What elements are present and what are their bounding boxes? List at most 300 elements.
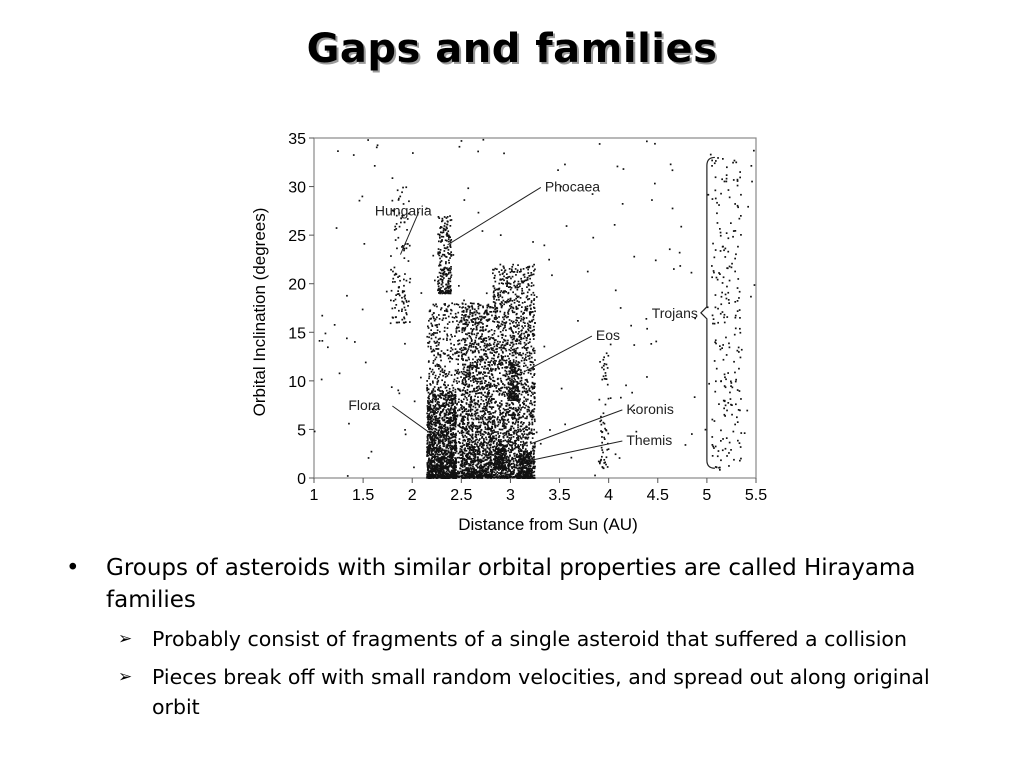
data-point — [467, 477, 469, 479]
data-point — [442, 474, 444, 476]
data-point — [494, 351, 496, 353]
data-point — [432, 391, 434, 393]
data-point — [511, 304, 513, 306]
data-point — [468, 359, 470, 361]
data-point — [450, 276, 452, 278]
data-point — [479, 443, 481, 445]
data-point — [519, 411, 521, 413]
data-point — [463, 464, 465, 466]
data-point — [528, 298, 530, 300]
data-point — [433, 355, 435, 357]
data-point — [452, 409, 454, 411]
data-point — [434, 406, 436, 408]
data-point — [481, 399, 483, 401]
data-point — [528, 324, 530, 326]
data-point — [469, 370, 471, 372]
data-point — [460, 376, 462, 378]
data-point — [493, 421, 495, 423]
data-point — [520, 337, 522, 339]
data-point — [508, 456, 510, 458]
data-point — [476, 381, 478, 383]
data-point — [490, 422, 492, 424]
data-point — [487, 368, 489, 370]
data-point — [524, 362, 526, 364]
data-point — [468, 452, 470, 454]
data-point — [532, 423, 534, 425]
data-point — [409, 278, 411, 280]
data-point — [514, 464, 516, 466]
data-point — [454, 412, 456, 414]
data-point — [520, 338, 522, 340]
data-point — [517, 377, 519, 379]
data-point — [524, 388, 526, 390]
data-point — [465, 364, 467, 366]
data-point — [447, 349, 449, 351]
data-point — [494, 342, 496, 344]
data-point — [435, 401, 437, 403]
data-point — [434, 386, 436, 388]
data-point — [442, 290, 444, 292]
data-point — [511, 269, 513, 271]
data-point — [472, 379, 474, 381]
data-point — [431, 334, 433, 336]
data-point — [444, 384, 446, 386]
data-point — [494, 318, 496, 320]
data-point — [435, 399, 437, 401]
data-point — [475, 319, 477, 321]
data-point — [512, 307, 514, 309]
data-point — [531, 300, 533, 302]
data-point — [447, 335, 449, 337]
data-point — [501, 334, 503, 336]
data-point — [525, 437, 527, 439]
data-point — [447, 292, 449, 294]
data-point — [528, 285, 530, 287]
data-point — [526, 352, 528, 354]
data-point — [466, 459, 468, 461]
data-point — [432, 402, 434, 404]
data-point — [518, 409, 520, 411]
data-point — [518, 414, 520, 416]
data-point — [441, 350, 443, 352]
data-point — [468, 357, 470, 359]
data-point — [439, 374, 441, 376]
data-point — [459, 423, 461, 425]
data-point — [440, 275, 442, 277]
data-point — [516, 339, 518, 341]
data-point — [516, 454, 518, 456]
data-point — [434, 424, 436, 426]
data-point — [477, 426, 479, 428]
data-point — [489, 433, 491, 435]
data-point — [443, 442, 445, 444]
data-point — [507, 340, 509, 342]
data-point — [428, 342, 430, 344]
data-point — [437, 233, 439, 235]
data-point — [449, 270, 451, 272]
data-point — [521, 318, 523, 320]
data-point — [450, 313, 452, 315]
data-point — [507, 299, 509, 301]
data-point — [486, 442, 488, 444]
data-point — [445, 374, 447, 376]
data-point — [489, 465, 491, 467]
data-point — [528, 372, 530, 374]
data-point — [515, 294, 517, 296]
data-point — [459, 442, 461, 444]
data-point — [450, 292, 452, 294]
data-point — [487, 422, 489, 424]
data-point — [493, 311, 495, 313]
data-point — [461, 331, 463, 333]
data-point — [530, 395, 532, 397]
data-point — [441, 418, 443, 420]
data-point — [526, 400, 528, 402]
data-point — [445, 395, 447, 397]
data-point — [395, 316, 397, 318]
data-point — [504, 423, 506, 425]
data-point — [505, 350, 507, 352]
data-point — [484, 375, 486, 377]
data-point — [515, 357, 517, 359]
data-point — [534, 419, 536, 421]
data-point — [446, 468, 448, 470]
data-point — [444, 303, 446, 305]
data-point — [449, 321, 451, 323]
data-point — [473, 458, 475, 460]
data-point — [494, 296, 496, 298]
data-point — [439, 437, 441, 439]
data-point — [446, 338, 448, 340]
data-point — [492, 412, 494, 414]
data-point — [486, 402, 488, 404]
data-point — [467, 433, 469, 435]
data-point — [435, 424, 437, 426]
data-point — [392, 271, 394, 273]
data-point — [474, 395, 476, 397]
data-point — [488, 390, 490, 392]
data-point — [506, 388, 508, 390]
data-point — [522, 357, 524, 359]
data-point — [392, 317, 394, 319]
data-point — [487, 395, 489, 397]
data-point — [505, 405, 507, 407]
data-point — [472, 475, 474, 477]
data-point — [452, 420, 454, 422]
data-point — [504, 316, 506, 318]
data-point — [478, 306, 480, 308]
data-point — [489, 474, 491, 476]
data-point — [467, 393, 469, 395]
data-point — [504, 395, 506, 397]
data-point — [534, 322, 536, 324]
data-point — [480, 431, 482, 433]
data-point — [523, 400, 525, 402]
data-point — [513, 337, 515, 339]
data-point — [447, 224, 449, 226]
data-point — [496, 385, 498, 387]
data-point — [472, 464, 474, 466]
data-point — [490, 368, 492, 370]
data-point — [514, 348, 516, 350]
data-point — [514, 444, 516, 446]
data-point — [470, 362, 472, 364]
data-point — [445, 436, 447, 438]
data-point — [390, 269, 392, 271]
data-point — [512, 311, 514, 313]
data-point — [449, 447, 451, 449]
data-point — [450, 463, 452, 465]
data-point — [441, 284, 443, 286]
data-point — [469, 476, 471, 478]
data-point — [485, 465, 487, 467]
data-point — [430, 329, 432, 331]
data-point — [490, 337, 492, 339]
data-point — [489, 460, 491, 462]
data-point — [478, 359, 480, 361]
data-point — [513, 412, 515, 414]
data-point — [455, 450, 457, 452]
data-point — [488, 467, 490, 469]
data-point — [515, 422, 517, 424]
data-point — [481, 387, 483, 389]
data-point — [474, 350, 476, 352]
data-point — [464, 339, 466, 341]
data-point — [427, 469, 429, 471]
data-point — [532, 316, 534, 318]
data-point — [427, 442, 429, 444]
data-point — [434, 305, 436, 307]
data-point — [498, 316, 500, 318]
data-point — [456, 380, 458, 382]
data-point — [450, 290, 452, 292]
data-point — [518, 354, 520, 356]
data-point — [522, 302, 524, 304]
data-point — [512, 352, 514, 354]
data-point — [447, 384, 449, 386]
data-point — [477, 401, 479, 403]
data-point — [514, 453, 516, 455]
data-point — [527, 308, 529, 310]
data-point — [427, 389, 429, 391]
data-point — [443, 398, 445, 400]
data-point — [513, 359, 515, 361]
data-point — [433, 428, 435, 430]
data-point — [455, 445, 457, 447]
data-point — [448, 262, 450, 264]
data-point — [515, 287, 517, 289]
data-point — [517, 264, 519, 266]
data-point — [526, 340, 528, 342]
data-point — [488, 382, 490, 384]
data-point — [520, 354, 522, 356]
data-point — [455, 460, 457, 462]
data-point — [525, 306, 527, 308]
data-point — [521, 293, 523, 295]
data-point — [435, 453, 437, 455]
data-point — [443, 428, 445, 430]
data-point — [469, 456, 471, 458]
data-point — [470, 338, 472, 340]
data-point — [529, 388, 531, 390]
data-point — [434, 455, 436, 457]
data-point — [467, 305, 469, 307]
data-point — [464, 440, 466, 442]
data-point — [476, 364, 478, 366]
data-point — [474, 453, 476, 455]
data-point — [463, 319, 465, 321]
data-point — [496, 299, 498, 301]
data-point — [476, 333, 478, 335]
data-point — [431, 324, 433, 326]
data-point — [448, 402, 450, 404]
data-point — [442, 220, 444, 222]
data-point — [522, 441, 524, 443]
data-point — [442, 254, 444, 256]
data-point — [404, 307, 406, 309]
data-point — [428, 428, 430, 430]
data-point — [451, 336, 453, 338]
data-point — [444, 406, 446, 408]
data-point — [516, 460, 518, 462]
data-point — [497, 341, 499, 343]
data-point — [435, 437, 437, 439]
data-point — [486, 439, 488, 441]
data-point — [487, 424, 489, 426]
data-point — [464, 450, 466, 452]
data-point — [446, 458, 448, 460]
data-point — [486, 419, 488, 421]
data-point — [492, 269, 494, 271]
data-point — [487, 372, 489, 374]
data-point — [439, 396, 441, 398]
data-point — [441, 452, 443, 454]
data-point — [461, 408, 463, 410]
data-point — [444, 254, 446, 256]
data-point — [448, 238, 450, 240]
data-point — [464, 447, 466, 449]
data-point — [444, 370, 446, 372]
data-point — [527, 272, 529, 274]
data-point — [466, 369, 468, 371]
data-point — [477, 475, 479, 477]
data-point — [452, 466, 454, 468]
data-point — [439, 458, 441, 460]
data-point — [494, 306, 496, 308]
data-point — [452, 354, 454, 356]
data-point — [488, 361, 490, 363]
data-point — [473, 333, 475, 335]
data-point — [512, 291, 514, 293]
data-point — [475, 436, 477, 438]
data-point — [483, 313, 485, 315]
data-point — [430, 411, 432, 413]
data-point — [533, 475, 535, 477]
data-point — [443, 453, 445, 455]
data-point — [465, 474, 467, 476]
data-point — [461, 405, 463, 407]
data-point — [500, 378, 502, 380]
data-point — [435, 332, 437, 334]
data-point — [487, 392, 489, 394]
data-point — [440, 249, 442, 251]
data-point — [403, 279, 405, 281]
data-point — [437, 380, 439, 382]
data-point — [432, 435, 434, 437]
data-point — [450, 408, 452, 410]
data-point — [510, 289, 512, 291]
data-point — [438, 443, 440, 445]
data-point — [490, 400, 492, 402]
data-point — [463, 440, 465, 442]
data-point — [494, 304, 496, 306]
slide-title: Gaps and families — [306, 26, 718, 72]
data-point — [428, 392, 430, 394]
data-point — [468, 414, 470, 416]
data-point — [408, 301, 410, 303]
data-point — [484, 362, 486, 364]
data-point — [454, 406, 456, 408]
data-point — [456, 328, 458, 330]
data-point — [454, 465, 456, 467]
data-point — [533, 384, 535, 386]
data-point — [474, 470, 476, 472]
data-point — [448, 235, 450, 237]
data-point — [513, 325, 515, 327]
data-point — [435, 396, 437, 398]
data-point — [530, 373, 532, 375]
data-point — [429, 460, 431, 462]
data-point — [466, 311, 468, 313]
data-point — [484, 353, 486, 355]
data-point — [472, 324, 474, 326]
data-point — [477, 409, 479, 411]
data-point — [475, 415, 477, 417]
data-point — [472, 359, 474, 361]
data-point — [447, 453, 449, 455]
data-point — [491, 358, 493, 360]
data-point — [471, 401, 473, 403]
data-point — [472, 441, 474, 443]
data-point — [475, 337, 477, 339]
data-point — [443, 338, 445, 340]
data-point — [439, 331, 441, 333]
data-point — [485, 399, 487, 401]
data-point — [470, 396, 472, 398]
data-point — [429, 451, 431, 453]
data-point — [466, 360, 468, 362]
data-point — [533, 374, 535, 376]
data-point — [509, 323, 511, 325]
data-point — [457, 312, 459, 314]
data-point — [429, 393, 431, 395]
data-point — [469, 306, 471, 308]
data-point — [432, 446, 434, 448]
data-point — [485, 459, 487, 461]
data-point — [474, 377, 476, 379]
data-point — [447, 285, 449, 287]
data-point — [451, 395, 453, 397]
data-point — [438, 422, 440, 424]
data-point — [448, 249, 450, 251]
data-point — [475, 314, 477, 316]
data-point — [444, 310, 446, 312]
data-point — [445, 261, 447, 263]
data-point — [437, 389, 439, 391]
data-point — [431, 444, 433, 446]
data-point — [435, 435, 437, 437]
data-point — [523, 422, 525, 424]
